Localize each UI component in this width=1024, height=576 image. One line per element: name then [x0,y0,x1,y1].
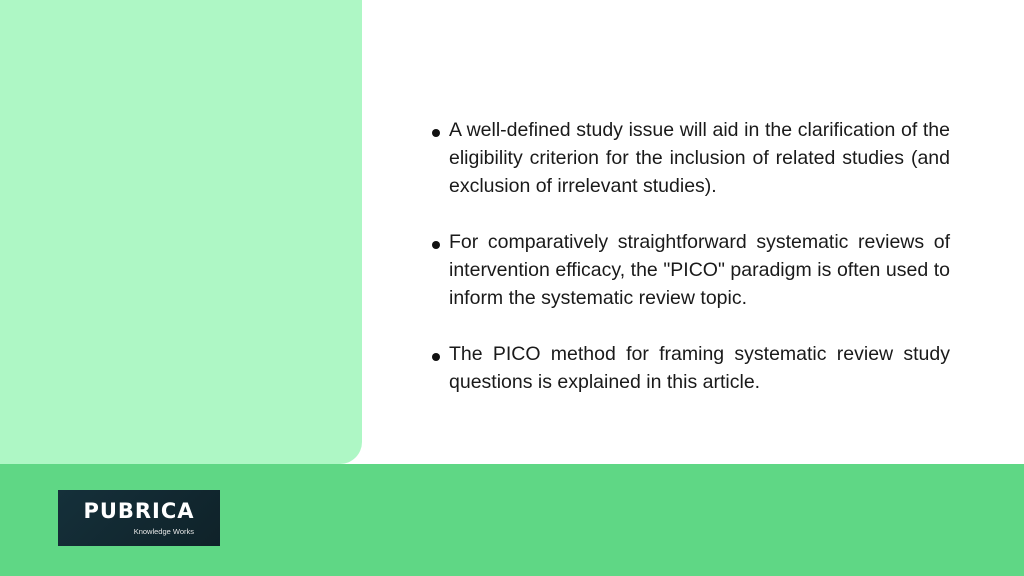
bullet-dot-icon [432,129,440,137]
bullet-item [428,340,950,396]
logo-tagline: Knowledge Works [133,527,194,536]
bullet-dot-icon [432,353,440,361]
logo-wordmark: PUBRICA [83,499,195,523]
bullet-item [428,116,950,200]
bullet-item [428,228,950,312]
bullet-dot-icon [432,241,440,249]
bullet-list [428,116,950,424]
left-decorative-panel [0,0,362,464]
bullet-text: For comparatively straightforward systematic reviews of intervention efficacy, the "PICO" paradigm is often used to inform the systematic review topic. [449,231,950,309]
bullet-text: The PICO method for framing systematic review study questions is explained in this article. [449,343,950,393]
bullet-text: A well-defined study issue will aid in the clarification of the eligibility criterion for the inclusion of related studies (and exclusion of irrelevant studies). [449,119,950,197]
pubrica-logo [58,490,220,546]
